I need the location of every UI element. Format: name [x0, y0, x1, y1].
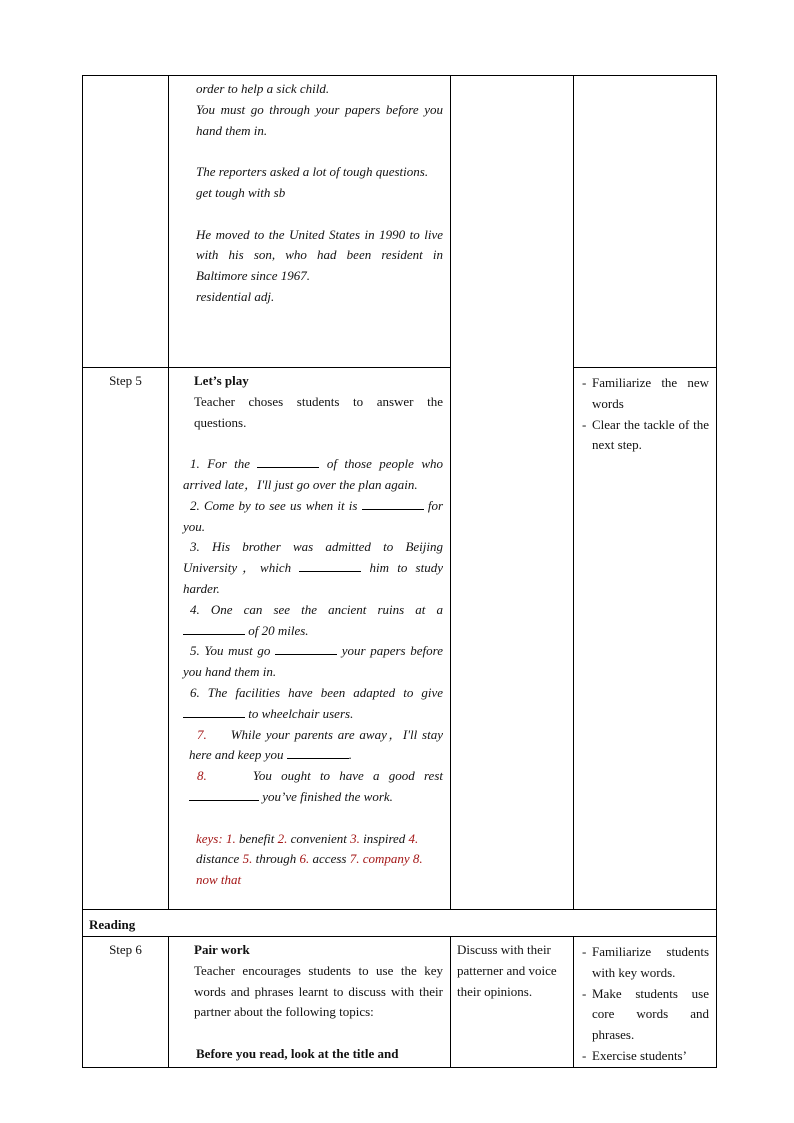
question-item: 2. Come by to see us when it is for you.	[183, 497, 443, 534]
content-line: You must go through your papers before you hand them in.	[196, 101, 443, 138]
content-line: He moved to the United States in 1990 to live with his son, who had been resident in Baltimore since 1967.	[196, 226, 443, 284]
answer-blank	[257, 455, 319, 468]
answer-blank	[299, 559, 361, 572]
step-cell	[83, 76, 169, 368]
aim-item: - Clear the tackle of the next step.	[582, 415, 709, 457]
content-cell	[169, 76, 451, 368]
answer-keys: keys: 1. benefit 2. convenient 3. inspired 4. distance 5. through 6. access 7. company 8. now that	[196, 830, 423, 888]
step-label: Step 5	[109, 373, 142, 388]
answer-blank	[287, 746, 349, 759]
table-row	[83, 76, 717, 368]
aims-cell	[574, 76, 717, 368]
question-item: 5. You must go your papers before you hand them in.	[183, 643, 443, 680]
step-label: Step 6	[109, 942, 142, 957]
section-row	[83, 910, 717, 937]
question-item: 3. His brother was admitted to Beijing University，which him to study harder.	[183, 539, 443, 596]
activity-intro: Teacher encourages students to use the key words and phrases learnt to discuss with their partner about the following topics:	[194, 962, 443, 1020]
section-title: Reading	[89, 917, 136, 932]
content-line: get tough with sb	[196, 184, 286, 200]
activity-heading: Let’s play	[194, 373, 249, 388]
task-instruction: Before you read, look at the title and	[196, 1045, 399, 1061]
answer-blank	[189, 788, 259, 801]
aim-item: - Familiarize students with key words.	[582, 942, 709, 984]
content-line: order to help a sick child.	[196, 81, 330, 96]
content-line: The reporters asked a lot of tough questions.	[196, 164, 429, 180]
section-cell	[83, 910, 717, 937]
student-activity: Discuss with their patterner and voice their opinions.	[457, 942, 557, 999]
question-item: 7. While your parents are away，I'll stay here and keep you .	[189, 726, 444, 763]
aims-cell	[574, 368, 717, 910]
aims-cell	[574, 937, 717, 1068]
step-cell	[83, 368, 169, 910]
answer-blank	[183, 622, 245, 635]
step-cell	[83, 937, 169, 1068]
aim-item: - Exercise students’	[582, 1046, 709, 1067]
question-item: 6. The facilities have been adapted to give to wheelchair users.	[169, 683, 443, 725]
activity-cell	[451, 76, 574, 910]
activity-intro: Teacher choses students to answer the questions.	[194, 393, 443, 430]
answer-blank	[183, 705, 245, 718]
table-row	[83, 937, 717, 1068]
aim-item: - Make students use core words and phrases.	[582, 984, 709, 1046]
content-cell	[169, 937, 451, 1068]
content-line: residential adj.	[196, 288, 275, 304]
question-item: 4. One can see the ancient ruins at a of 20 miles.	[169, 600, 443, 642]
question-item: 1. For the of those people who arrived late，I'll just go over the plan again.	[183, 456, 444, 492]
question-item: 8. You ought to have a good rest you’ve finished the work.	[169, 766, 443, 808]
lesson-plan-table	[82, 75, 717, 1068]
table-row	[83, 368, 717, 910]
activity-cell	[451, 937, 574, 1068]
answer-blank	[275, 642, 337, 655]
content-cell	[169, 368, 451, 910]
activity-heading: Pair work	[194, 942, 250, 957]
answer-blank	[362, 497, 424, 510]
aim-item: - Familiarize the new words	[582, 373, 709, 415]
